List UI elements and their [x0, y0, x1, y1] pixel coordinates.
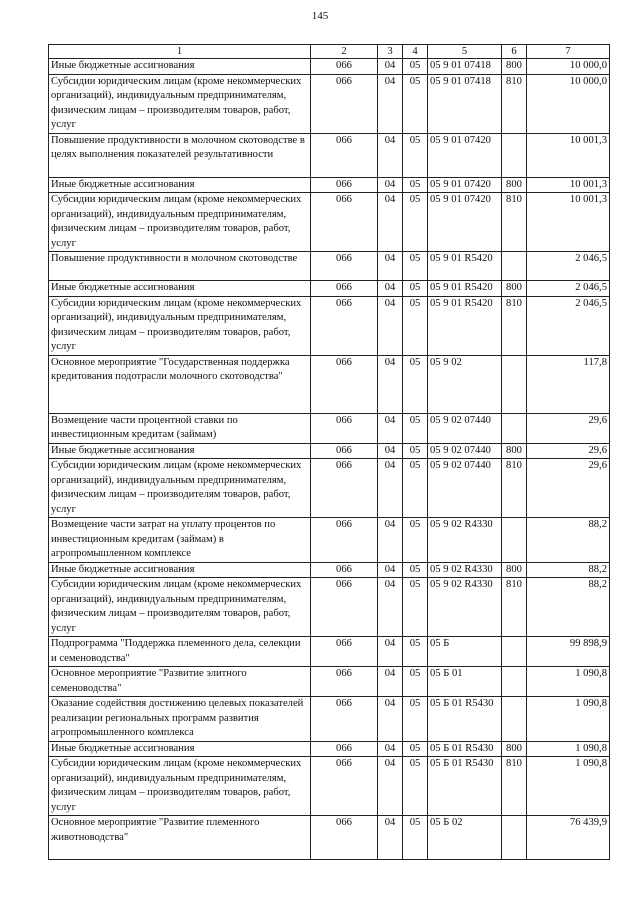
target-code-cell: 05 Б 01 R5430	[428, 757, 502, 816]
ministry-code-cell: 066	[311, 74, 378, 133]
ministry-code-cell: 066	[311, 281, 378, 297]
section-code-cell: 04	[378, 637, 403, 667]
table-row	[49, 177, 610, 193]
amount-cell: 29,6	[527, 459, 610, 518]
subsection-code-cell: 05	[403, 578, 428, 637]
amount-cell: 29,6	[527, 413, 610, 443]
target-code-cell: 05 Б 02	[428, 816, 502, 860]
section-code-cell: 04	[378, 252, 403, 281]
table-row	[49, 562, 610, 578]
subsection-code-cell: 05	[403, 413, 428, 443]
target-code-cell: 05 Б	[428, 637, 502, 667]
amount-cell: 1 090,8	[527, 741, 610, 757]
table-row	[49, 518, 610, 563]
column-header: 6	[502, 45, 527, 59]
expense-type-cell	[502, 697, 527, 742]
expense-type-cell: 800	[502, 562, 527, 578]
table-row	[49, 816, 610, 860]
subsection-code-cell: 05	[403, 637, 428, 667]
row-name-cell: Иные бюджетные ассигнования	[49, 741, 311, 757]
row-name-cell: Повышение продуктивности в молочном скотоводстве в целях выполнения показателей результативности	[49, 133, 311, 177]
subsection-code-cell: 05	[403, 177, 428, 193]
target-code-cell: 05 9 01 07420	[428, 193, 502, 252]
target-code-cell: 05 9 01 07420	[428, 177, 502, 193]
expense-type-cell: 810	[502, 459, 527, 518]
amount-cell: 10 001,3	[527, 193, 610, 252]
expense-type-cell	[502, 252, 527, 281]
row-name-cell: Субсидии юридическим лицам (кроме некоммерческих организаций), индивидуальным предпринимателям, физическим лицам – производителям товаров, работ, услуг	[49, 296, 311, 355]
header-row	[49, 45, 610, 59]
amount-cell: 76 439,9	[527, 816, 610, 860]
table-row	[49, 74, 610, 133]
section-code-cell: 04	[378, 413, 403, 443]
expense-type-cell: 810	[502, 193, 527, 252]
row-name-cell: Иные бюджетные ассигнования	[49, 443, 311, 459]
amount-cell: 1 090,8	[527, 697, 610, 742]
section-code-cell: 04	[378, 296, 403, 355]
ministry-code-cell: 066	[311, 133, 378, 177]
row-name-cell: Иные бюджетные ассигнования	[49, 177, 311, 193]
amount-cell: 88,2	[527, 578, 610, 637]
subsection-code-cell: 05	[403, 193, 428, 252]
section-code-cell: 04	[378, 59, 403, 75]
column-header: 1	[49, 45, 311, 59]
table-row	[49, 757, 610, 816]
row-name-cell: Субсидии юридическим лицам (кроме некоммерческих организаций), индивидуальным предпринимателям, физическим лицам – производителям товаров, работ, услуг	[49, 757, 311, 816]
row-name-cell: Иные бюджетные ассигнования	[49, 281, 311, 297]
amount-cell: 10 001,3	[527, 133, 610, 177]
section-code-cell: 04	[378, 281, 403, 297]
amount-cell: 88,2	[527, 562, 610, 578]
expense-type-cell	[502, 637, 527, 667]
expense-type-cell	[502, 413, 527, 443]
ministry-code-cell: 066	[311, 413, 378, 443]
row-name-cell: Иные бюджетные ассигнования	[49, 562, 311, 578]
section-code-cell: 04	[378, 562, 403, 578]
row-name-cell: Субсидии юридическим лицам (кроме некоммерческих организаций), индивидуальным предпринимателям, физическим лицам – производителям товаров, работ, услуг	[49, 193, 311, 252]
table-row	[49, 443, 610, 459]
ministry-code-cell: 066	[311, 443, 378, 459]
amount-cell: 117,8	[527, 355, 610, 413]
section-code-cell: 04	[378, 177, 403, 193]
ministry-code-cell: 066	[311, 562, 378, 578]
table-row	[49, 252, 610, 281]
ministry-code-cell: 066	[311, 667, 378, 697]
target-code-cell: 05 Б 01	[428, 667, 502, 697]
section-code-cell: 04	[378, 355, 403, 413]
amount-cell: 1 090,8	[527, 667, 610, 697]
subsection-code-cell: 05	[403, 355, 428, 413]
amount-cell: 2 046,5	[527, 252, 610, 281]
subsection-code-cell: 05	[403, 562, 428, 578]
ministry-code-cell: 066	[311, 252, 378, 281]
amount-cell: 2 046,5	[527, 296, 610, 355]
table-row	[49, 637, 610, 667]
section-code-cell: 04	[378, 74, 403, 133]
table-row	[49, 193, 610, 252]
section-code-cell: 04	[378, 816, 403, 860]
target-code-cell: 05 9 02 R4330	[428, 578, 502, 637]
ministry-code-cell: 066	[311, 741, 378, 757]
subsection-code-cell: 05	[403, 74, 428, 133]
expense-type-cell	[502, 355, 527, 413]
amount-cell: 29,6	[527, 443, 610, 459]
row-name-cell: Субсидии юридическим лицам (кроме некоммерческих организаций), индивидуальным предпринимателям, физическим лицам – производителям товаров, работ, услуг	[49, 578, 311, 637]
table-row	[49, 296, 610, 355]
table-row	[49, 133, 610, 177]
subsection-code-cell: 05	[403, 59, 428, 75]
target-code-cell: 05 9 01 07418	[428, 74, 502, 133]
amount-cell: 10 000,0	[527, 59, 610, 75]
table-row	[49, 667, 610, 697]
amount-cell: 88,2	[527, 518, 610, 563]
ministry-code-cell: 066	[311, 757, 378, 816]
row-name-cell: Возмещение части процентной ставки по инвестиционным кредитам (займам)	[49, 413, 311, 443]
target-code-cell: 05 9 01 R5420	[428, 296, 502, 355]
expense-type-cell: 800	[502, 281, 527, 297]
expense-type-cell	[502, 133, 527, 177]
expense-type-cell: 800	[502, 741, 527, 757]
expense-type-cell: 810	[502, 578, 527, 637]
row-name-cell: Подпрограмма "Поддержка племенного дела, селекции и семеноводства"	[49, 637, 311, 667]
target-code-cell: 05 9 02 07440	[428, 459, 502, 518]
amount-cell: 10 000,0	[527, 74, 610, 133]
row-name-cell: Возмещение части затрат на уплату процентов по инвестиционным кредитам (займам) в агропромышленном комплексе	[49, 518, 311, 563]
section-code-cell: 04	[378, 133, 403, 177]
expense-type-cell: 810	[502, 296, 527, 355]
section-code-cell: 04	[378, 443, 403, 459]
amount-cell: 2 046,5	[527, 281, 610, 297]
target-code-cell: 05 9 02 07440	[428, 443, 502, 459]
subsection-code-cell: 05	[403, 816, 428, 860]
budget-table	[48, 44, 610, 860]
column-header: 7	[527, 45, 610, 59]
target-code-cell: 05 9 01 07418	[428, 59, 502, 75]
section-code-cell: 04	[378, 518, 403, 563]
amount-cell: 1 090,8	[527, 757, 610, 816]
column-header: 4	[403, 45, 428, 59]
row-name-cell: Основное мероприятие "Развитие племенного животноводства"	[49, 816, 311, 860]
table-row	[49, 281, 610, 297]
table-row	[49, 697, 610, 742]
subsection-code-cell: 05	[403, 443, 428, 459]
column-header: 2	[311, 45, 378, 59]
amount-cell: 99 898,9	[527, 637, 610, 667]
expense-type-cell: 810	[502, 74, 527, 133]
table-row	[49, 741, 610, 757]
ministry-code-cell: 066	[311, 296, 378, 355]
section-code-cell: 04	[378, 193, 403, 252]
subsection-code-cell: 05	[403, 296, 428, 355]
expense-type-cell	[502, 518, 527, 563]
ministry-code-cell: 066	[311, 518, 378, 563]
expense-type-cell: 800	[502, 443, 527, 459]
target-code-cell: 05 9 01 07420	[428, 133, 502, 177]
row-name-cell: Субсидии юридическим лицам (кроме некоммерческих организаций), индивидуальным предпринимателям, физическим лицам – производителям товаров, работ, услуг	[49, 74, 311, 133]
amount-cell: 10 001,3	[527, 177, 610, 193]
ministry-code-cell: 066	[311, 459, 378, 518]
section-code-cell: 04	[378, 459, 403, 518]
subsection-code-cell: 05	[403, 518, 428, 563]
page-number: 145	[311, 10, 329, 22]
subsection-code-cell: 05	[403, 741, 428, 757]
column-header: 3	[378, 45, 403, 59]
table-row	[49, 59, 610, 75]
table-row	[49, 459, 610, 518]
expense-type-cell: 800	[502, 59, 527, 75]
expense-type-cell: 800	[502, 177, 527, 193]
section-code-cell: 04	[378, 697, 403, 742]
ministry-code-cell: 066	[311, 697, 378, 742]
ministry-code-cell: 066	[311, 578, 378, 637]
ministry-code-cell: 066	[311, 355, 378, 413]
table-row	[49, 578, 610, 637]
ministry-code-cell: 066	[311, 816, 378, 860]
table-row	[49, 413, 610, 443]
subsection-code-cell: 05	[403, 697, 428, 742]
column-header: 5	[428, 45, 502, 59]
row-name-cell: Повышение продуктивности в молочном скотоводстве	[49, 252, 311, 281]
target-code-cell: 05 9 02 R4330	[428, 518, 502, 563]
row-name-cell: Основное мероприятие "Развитие элитного семеноводства"	[49, 667, 311, 697]
row-name-cell: Субсидии юридическим лицам (кроме некоммерческих организаций), индивидуальным предпринимателям, физическим лицам – производителям товаров, работ, услуг	[49, 459, 311, 518]
section-code-cell: 04	[378, 757, 403, 816]
subsection-code-cell: 05	[403, 252, 428, 281]
subsection-code-cell: 05	[403, 667, 428, 697]
target-code-cell: 05 9 02 07440	[428, 413, 502, 443]
section-code-cell: 04	[378, 741, 403, 757]
subsection-code-cell: 05	[403, 459, 428, 518]
expense-type-cell	[502, 816, 527, 860]
ministry-code-cell: 066	[311, 193, 378, 252]
subsection-code-cell: 05	[403, 133, 428, 177]
target-code-cell: 05 9 02 R4330	[428, 562, 502, 578]
expense-type-cell: 810	[502, 757, 527, 816]
ministry-code-cell: 066	[311, 637, 378, 667]
target-code-cell: 05 Б 01 R5430	[428, 697, 502, 742]
subsection-code-cell: 05	[403, 281, 428, 297]
row-name-cell: Оказание содействия достижению целевых показателей реализации региональных программ развития агропромышленного комплекса	[49, 697, 311, 742]
subsection-code-cell: 05	[403, 757, 428, 816]
section-code-cell: 04	[378, 578, 403, 637]
row-name-cell: Иные бюджетные ассигнования	[49, 59, 311, 75]
target-code-cell: 05 Б 01 R5430	[428, 741, 502, 757]
target-code-cell: 05 9 02	[428, 355, 502, 413]
expense-type-cell	[502, 667, 527, 697]
table-row	[49, 355, 610, 413]
target-code-cell: 05 9 01 R5420	[428, 281, 502, 297]
target-code-cell: 05 9 01 R5420	[428, 252, 502, 281]
ministry-code-cell: 066	[311, 59, 378, 75]
section-code-cell: 04	[378, 667, 403, 697]
row-name-cell: Основное мероприятие "Государственная поддержка кредитования подотрасли молочного скотоводства"	[49, 355, 311, 413]
ministry-code-cell: 066	[311, 177, 378, 193]
